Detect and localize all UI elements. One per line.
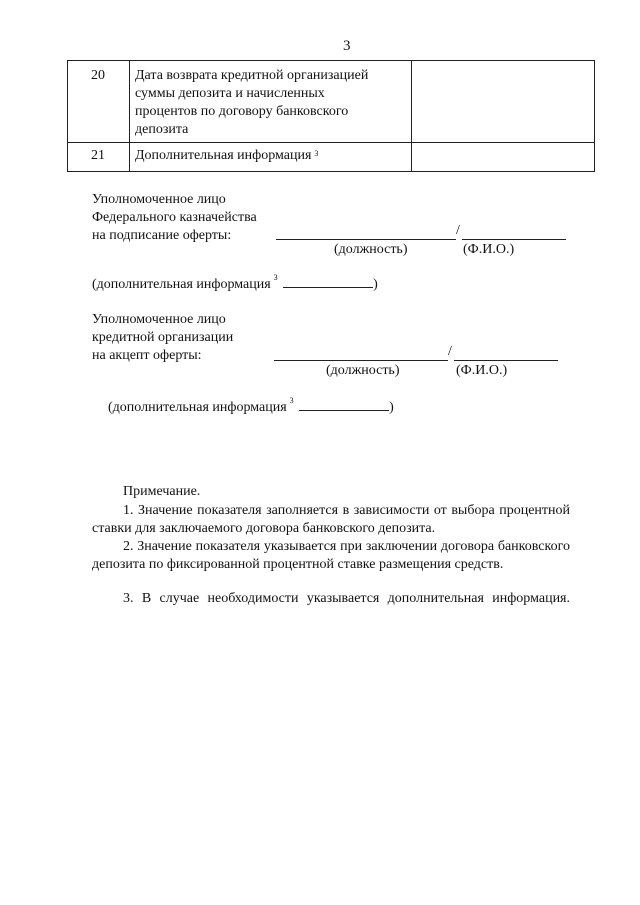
bank-name-line — [454, 360, 558, 361]
bank-position-caption: (должность) — [326, 363, 400, 378]
fk-additional-info: (дополнительная информация $^3$ ) — [92, 273, 378, 292]
row-number: 21 — [91, 148, 105, 163]
fk-additional-blank — [283, 275, 373, 288]
note-item: 3. В случае необходимости указывается дополнительная информация. — [123, 591, 570, 606]
bank-slash: / — [448, 344, 452, 359]
fk-position-line — [276, 239, 456, 240]
note-item: 1. Значение показателя заполняется в зависимости от выбора процентной ставки для заключаемого договора банковского депозита. — [92, 503, 570, 536]
notes-title: Примечание. — [123, 484, 201, 499]
row-label: Дата возврата кредитной организацией суммы депозита и начисленных процентов по договору банковского депозита — [135, 68, 369, 137]
row-label: Дополнительная информация $^3$ — [135, 148, 319, 163]
info-table — [67, 60, 595, 172]
note-item: 2. Значение показателя указывается при заключении договора банковского депозита по фиксированной процентной ставке размещения средств. — [92, 539, 570, 572]
bank-additional-blank — [299, 398, 389, 411]
bank-additional-info: (дополнительная информация $^3$ ) — [108, 396, 394, 415]
fk-position-caption: (должность) — [334, 242, 408, 257]
row-number: 20 — [91, 68, 105, 83]
bank-position-line — [274, 360, 448, 361]
footnote-ref: 3 — [314, 149, 319, 158]
fk-slash: / — [456, 223, 460, 238]
fk-name-line — [462, 239, 566, 240]
fk-name-caption: (Ф.И.О.) — [463, 242, 515, 257]
fk-signer-label: Уполномоченное лицо Федерального казначейства на подписание оферты: — [92, 192, 257, 243]
bank-name-caption: (Ф.И.О.) — [456, 363, 508, 378]
bank-signer-label: Уполномоченное лицо кредитной организации на акцепт оферты: — [92, 312, 234, 363]
page-number: 3 — [343, 38, 351, 54]
